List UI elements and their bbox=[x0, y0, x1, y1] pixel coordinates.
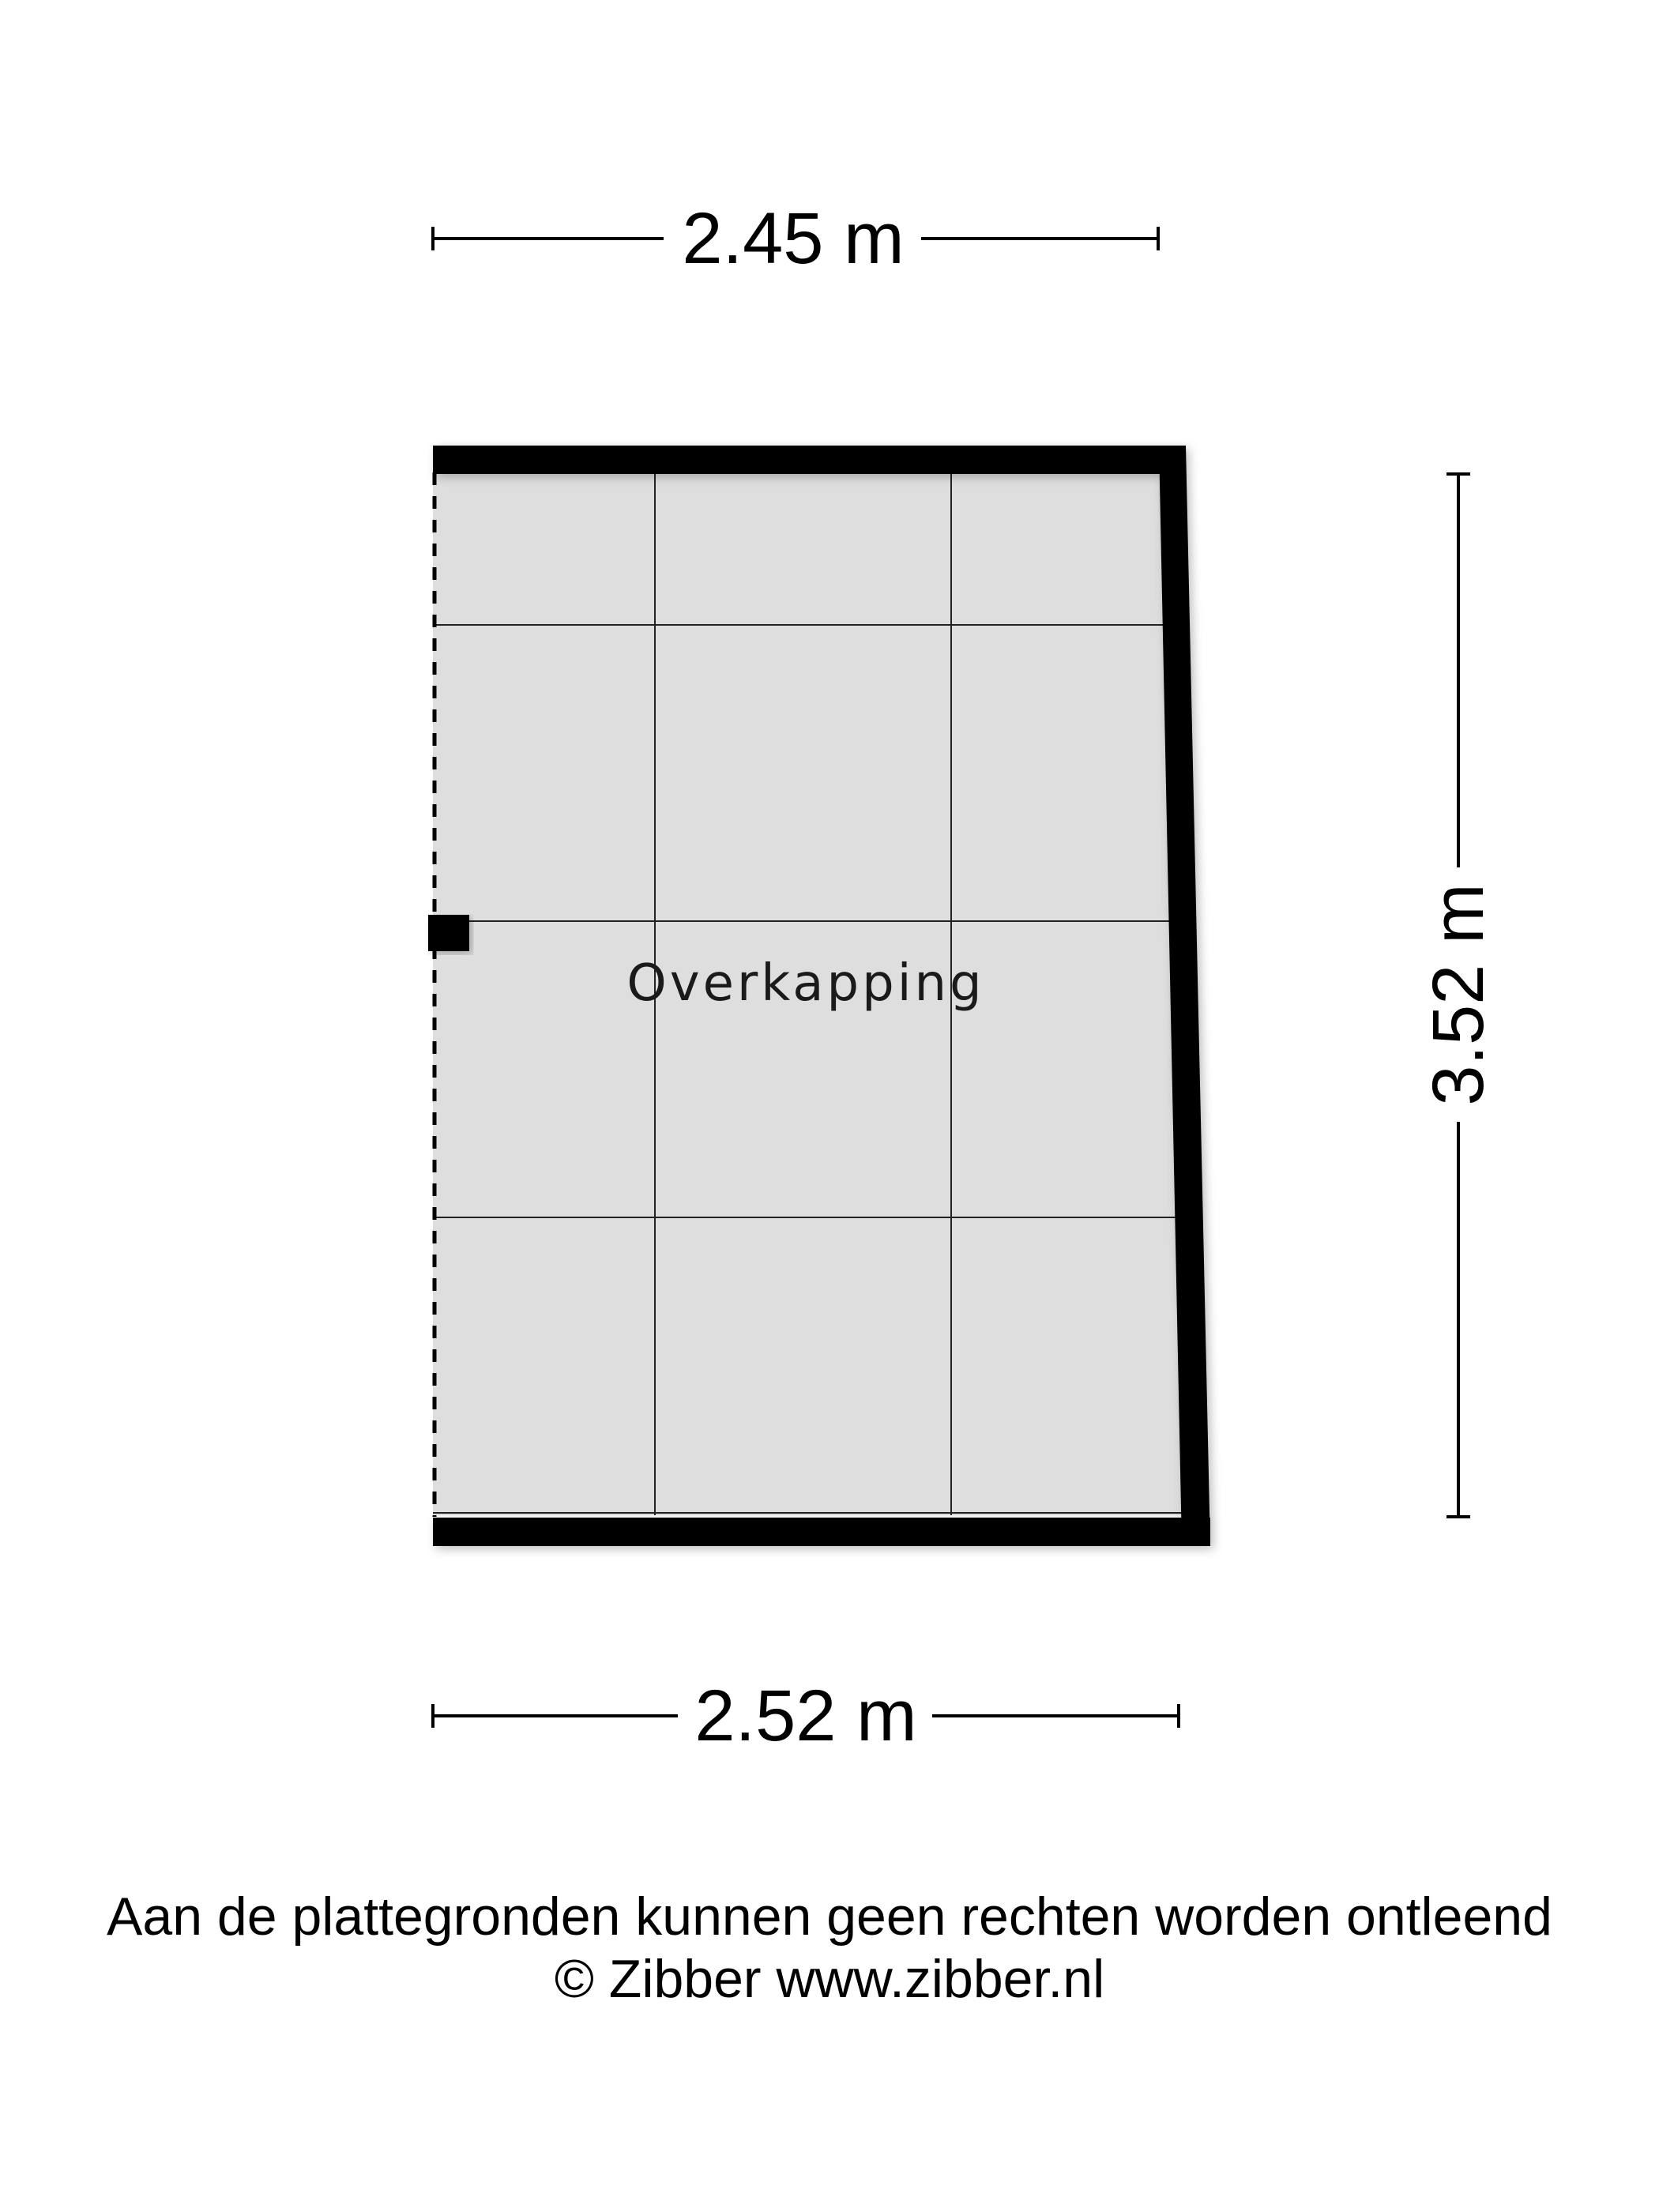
dim-top-label: 2.45 m bbox=[682, 198, 905, 279]
column-post bbox=[428, 915, 469, 951]
copyright-text: © Zibber www.zibber.nl bbox=[554, 1949, 1105, 2009]
room-label: Overkapping bbox=[626, 954, 985, 1013]
dim-bottom-label: 2.52 m bbox=[694, 1676, 917, 1756]
wall-top bbox=[433, 446, 1186, 474]
disclaimer-text: Aan de plattegronden kunnen geen rechten worden ontleend bbox=[107, 1887, 1552, 1947]
dim-right-label: 3.52 m bbox=[1418, 883, 1499, 1106]
wall-bottom bbox=[433, 1518, 1210, 1546]
